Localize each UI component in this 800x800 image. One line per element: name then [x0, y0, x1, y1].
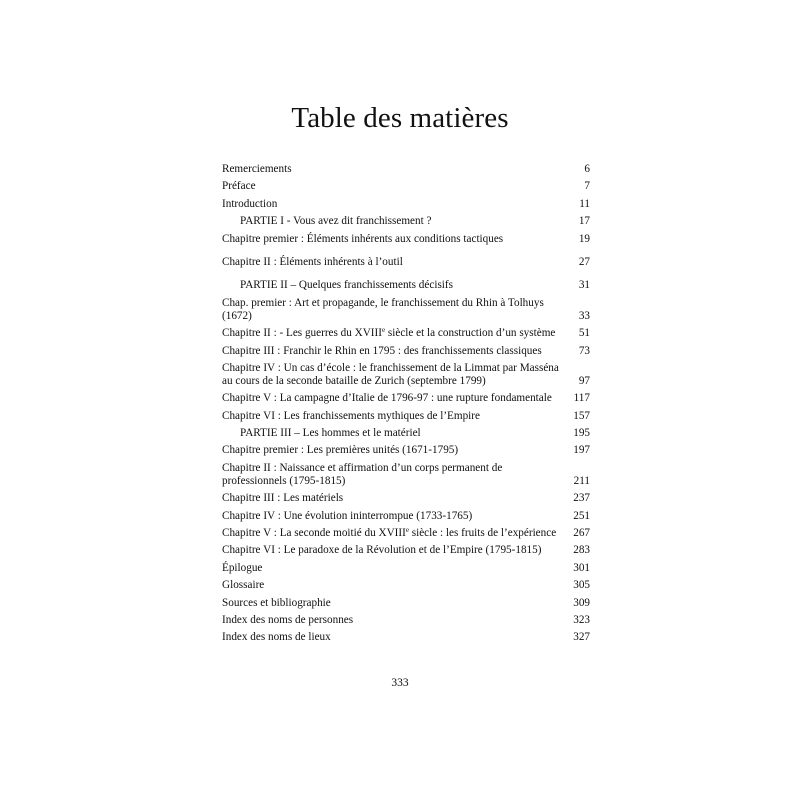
- toc-entry-label: Chapitre IV : Une évolution ininterrompue (1733-1765): [222, 509, 473, 522]
- toc-entry-page: 17: [578, 215, 590, 228]
- toc-entry-p2-chapter-1: [222, 297, 590, 323]
- table-of-contents: [222, 163, 590, 649]
- toc-entry-page: 195: [573, 427, 590, 440]
- toc-entry-page: 237: [573, 492, 590, 505]
- toc-entry-page: 157: [573, 409, 590, 422]
- toc-entry-label-superscript: e: [382, 326, 386, 335]
- toc-entry-page: 251: [573, 509, 590, 522]
- toc-entry-page: 267: [573, 527, 590, 540]
- toc-entry-page: 7: [584, 180, 590, 193]
- toc-entry-page: 73: [578, 344, 590, 357]
- toc-entry-glossaire: [222, 579, 590, 592]
- toc-entry-label: Chapitre II : Naissance et affirmation d’un corps permanent de professionnels (1795-1815): [222, 461, 503, 487]
- page-title: Table des matières: [291, 102, 509, 134]
- toc-entry-label-part: Chapitre II : - Les guerres du XVIII: [222, 327, 382, 340]
- toc-entry-label: Chapitre V : La campagne d’Italie de 1796-97 : une rupture fondamentale: [222, 392, 552, 405]
- toc-entry-p3-chapter-5: [222, 527, 590, 540]
- toc-entry-label: Chapitre VI : Le paradoxe de la Révolution et de l’Empire (1795-1815): [222, 544, 542, 557]
- toc-entry-label-part: Chapitre V : La seconde moitié du XVIII: [222, 527, 406, 540]
- toc-entry-partie-3: [222, 427, 590, 440]
- toc-entry-label: PARTIE III – Les hommes et le matériel: [240, 427, 421, 440]
- toc-entry-label: Épilogue: [222, 561, 263, 574]
- toc-entry-page: 6: [584, 163, 590, 175]
- toc-entry-partie-2: [222, 279, 590, 292]
- toc-entry-label: Introduction: [222, 197, 278, 210]
- toc-entry-label: [222, 327, 570, 340]
- toc-entry-p2-chapter-2: [222, 327, 590, 340]
- toc-entry-label: [222, 527, 570, 540]
- toc-entry-p1-chapter-2: [222, 256, 590, 269]
- toc-entry-label: Sources et bibliographie: [222, 596, 331, 609]
- toc-entry-label-part: siècle : les fruits de l’expérience: [408, 527, 557, 540]
- toc-entry-index-personnes: [222, 614, 590, 627]
- toc-entry-label-part: siècle et la construction d’un système: [385, 327, 556, 340]
- toc-entry-page: 305: [573, 579, 590, 592]
- toc-entry-label: Index des noms de lieux: [222, 631, 331, 644]
- toc-entry-sources: [222, 597, 590, 610]
- toc-entry-remerciements: [222, 163, 590, 176]
- toc-entry-p1-chapter-1: [222, 233, 590, 246]
- toc-entry-label: Index des noms de personnes: [222, 613, 354, 626]
- toc-entry-label: Chapitre premier : Éléments inhérents aux conditions tactiques: [222, 232, 504, 245]
- toc-entry-p2-chapter-6: [222, 410, 590, 423]
- toc-entry-label: PARTIE I - Vous avez dit franchissement ?: [240, 215, 432, 228]
- toc-entry-label: Chapitre VI : Les franchissements mythiques de l’Empire: [222, 409, 480, 422]
- toc-entry-p3-chapter-4: [222, 510, 590, 523]
- toc-entry-preface: [222, 180, 590, 193]
- toc-entry-page: 211: [573, 474, 590, 487]
- toc-entry-label: Chapitre premier : Les premières unités (1671-1795): [222, 444, 459, 457]
- toc-entry-page: 323: [573, 613, 590, 626]
- toc-entry-page: 327: [573, 631, 590, 644]
- toc-entry-page: 31: [578, 279, 590, 292]
- toc-entry-label: Remerciements: [222, 163, 292, 175]
- toc-entry-p2-chapter-3: [222, 345, 590, 358]
- toc-entry-partie-1: [222, 215, 590, 228]
- toc-entry-label: Chapitre III : Les matériels: [222, 492, 344, 505]
- toc-entry-page: 197: [573, 444, 590, 457]
- toc-entry-page: 301: [573, 561, 590, 574]
- toc-entry-label: Préface: [222, 180, 256, 193]
- toc-entry-p3-chapter-1: [222, 444, 590, 457]
- toc-entry-p3-chapter-6: [222, 544, 590, 557]
- toc-entry-p3-chapter-3: [222, 492, 590, 505]
- toc-entry-page: 97: [578, 374, 590, 387]
- toc-entry-epilogue: [222, 562, 590, 575]
- toc-entry-index-lieux: [222, 631, 590, 644]
- toc-entry-label: Chapitre IV : Un cas d’école : le franchissement de la Limmat par Masséna au cours de la seconde bataille de Zurich (septembre 1799): [222, 361, 559, 387]
- toc-entry-label: Chap. premier : Art et propagande, le franchissement du Rhin à Tolhuys (1672): [222, 296, 544, 322]
- toc-entry-page: 27: [578, 255, 590, 268]
- toc-entry-p2-chapter-4: [222, 362, 590, 388]
- toc-entry-page: 19: [578, 232, 590, 245]
- toc-entry-introduction: [222, 198, 590, 211]
- toc-entry-page: 11: [579, 197, 590, 210]
- toc-entry-p2-chapter-5: [222, 392, 590, 405]
- page-number: 333: [391, 677, 409, 689]
- toc-entry-label: PARTIE II – Quelques franchissements décisifs: [240, 279, 453, 292]
- toc-entry-label: Chapitre III : Franchir le Rhin en 1795 : des franchissements classiques: [222, 344, 542, 357]
- toc-entry-page: 51: [578, 327, 590, 340]
- toc-entry-page: 309: [573, 596, 590, 609]
- toc-entry-p3-chapter-2: [222, 462, 590, 488]
- toc-entry-page: 117: [573, 392, 590, 405]
- toc-entry-page: 33: [578, 309, 590, 322]
- toc-entry-label: Glossaire: [222, 579, 265, 592]
- toc-entry-page: 283: [573, 544, 590, 557]
- toc-entry-label-superscript: e: [405, 526, 409, 535]
- toc-entry-label: Chapitre II : Éléments inhérents à l’outil: [222, 255, 403, 268]
